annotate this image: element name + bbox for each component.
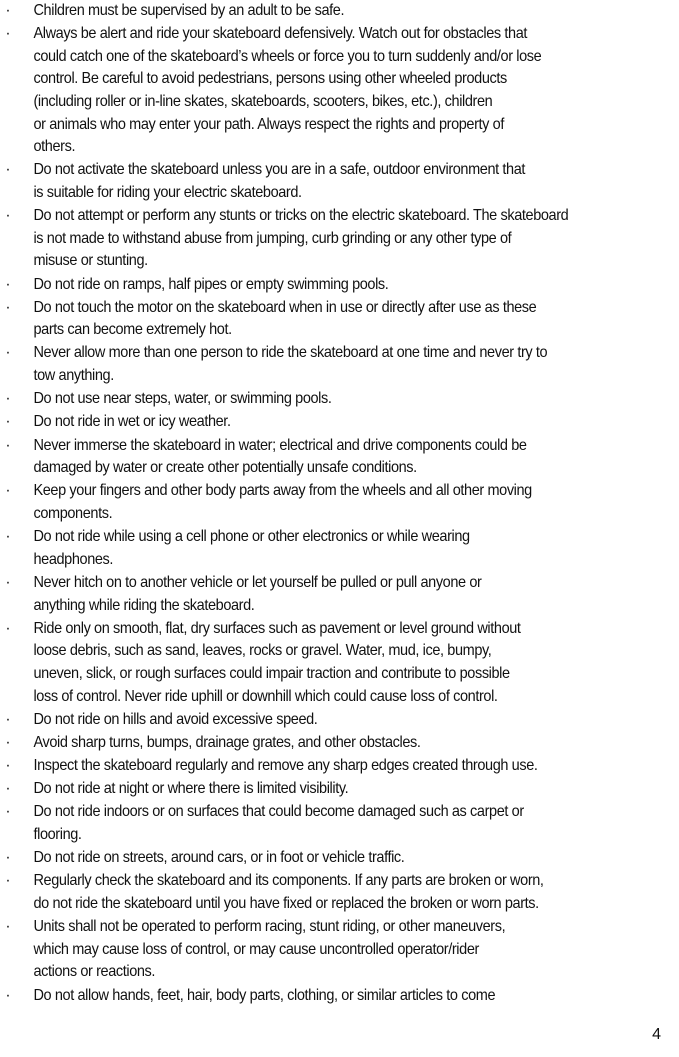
list-item-text: Always be alert and ride your skateboard defensively. Watch out for obstacles that could catch one of the skateboard’s wheels or force you to turn suddenly and/or lose control. Be careful to avoid pedestrians, persons using other wheeled products (including roller or in-line skates, skateboards, scooters, bikes, etc.), children or animals who may enter your path. Always respect the rights and property of others. [33, 25, 542, 156]
bullet-icon: · [5, 757, 11, 775]
list-item-text: Do not attempt or perform any stunts or tricks on the electric skateboard. The skateboard is not made to withstand abuse from jumping, curb grinding or any other type of misuse or stunting. [33, 207, 569, 270]
list-item [0, 709, 678, 732]
list-item-text: Children must be supervised by an adult to be safe. [33, 2, 345, 19]
bullet-icon: · [5, 298, 11, 316]
bullet-icon: · [5, 2, 11, 19]
list-item-text: Units shall not be operated to perform racing, stunt riding, or other maneuvers, which may cause loss of control, or may cause uncontrolled operator/rider actions or reactions. [33, 918, 506, 981]
bullet-icon: · [5, 573, 11, 591]
list-item [0, 870, 678, 915]
list-item [0, 159, 678, 204]
list-item [0, 23, 678, 159]
bullet-icon: · [5, 619, 11, 637]
list-item-text: Do not ride at night or where there is limited visibility. [33, 780, 349, 798]
list-item-text: Do not ride while using a cell phone or other electronics or while wearing headphones. [33, 528, 470, 568]
list-item [0, 411, 678, 434]
list-item-text: Avoid sharp turns, bumps, drainage grates, and other obstacles. [33, 733, 421, 751]
list-item-text: Do not touch the motor on the skateboard when in use or directly after use as these parts can become extremely hot. [33, 298, 537, 339]
list-item-text: Inspect the skateboard regularly and remove any sharp edges created through use. [33, 757, 538, 775]
list-item [0, 916, 678, 984]
bullet-icon: · [5, 207, 11, 225]
list-item [0, 847, 678, 870]
list-item [0, 435, 678, 480]
list-item-text: Never hitch on to another vehicle or let yourself be pulled or pull anyone or anything while riding the skateboard. [33, 573, 482, 614]
bullet-icon: · [5, 710, 11, 728]
list-item-text: Do not allow hands, feet, hair, body parts, clothing, or similar articles to come [33, 986, 496, 1004]
list-item-text: Do not use near steps, water, or swimming pools. [33, 390, 332, 408]
list-item-text: Keep your fingers and other body parts away from the wheels and all other moving components. [33, 482, 532, 522]
bullet-icon: · [5, 803, 11, 821]
bullet-icon: · [5, 161, 11, 179]
bullet-icon: · [5, 918, 11, 936]
list-item-text: Do not activate the skateboard unless you are in a safe, outdoor environment that is suitable for riding your electric skateboard. [33, 161, 526, 201]
bullet-icon: · [5, 25, 11, 43]
list-item [0, 778, 678, 801]
list-item [0, 205, 678, 273]
list-item-text: Do not ride indoors or on surfaces that could become damaged such as carpet or flooring. [33, 803, 524, 844]
list-item-text: Do not ride in wet or icy weather. [33, 413, 231, 431]
list-item-text: Do not ride on ramps, half pipes or empty swimming pools. [33, 275, 389, 293]
bullet-icon: · [5, 436, 11, 454]
bullet-icon: · [5, 482, 11, 500]
list-item [0, 526, 678, 571]
list-item-text: Never allow more than one person to ride the skateboard at one time and never try to tow anything. [33, 344, 548, 385]
list-item-text: Do not ride on hills and avoid excessive speed. [33, 710, 318, 728]
bullet-icon: · [5, 528, 11, 546]
bullet-icon: · [5, 733, 11, 751]
bullet-icon: · [5, 872, 11, 890]
bullet-icon: · [5, 390, 11, 408]
list-item-text: Never immerse the skateboard in water; electrical and drive components could be damaged by water or create other potentially unsafe conditions. [33, 436, 527, 477]
list-item [0, 480, 678, 525]
list-item [0, 801, 678, 846]
list-item-text: Do not ride on streets, around cars, or in foot or vehicle traffic. [33, 849, 405, 867]
list-item [0, 755, 678, 778]
list-item [0, 342, 678, 387]
list-item [0, 388, 678, 411]
bullet-icon: · [5, 849, 11, 867]
list-item-text: Regularly check the skateboard and its components. If any parts are broken or worn, do not ride the skateboard until you have fixed or replaced the broken or worn parts. [33, 872, 544, 913]
list-item [0, 985, 678, 1008]
page-number: 4 [652, 1026, 661, 1043]
list-item [0, 732, 678, 755]
list-item [0, 572, 678, 617]
bullet-icon: · [5, 986, 11, 1004]
list-item-text: Ride only on smooth, flat, dry surfaces such as pavement or level ground without loose debris, such as sand, leaves, rocks or gravel. Water, mud, ice, bumpy, uneven, slick, or rough surfaces could impair traction and contribute to possible loss of control. Never ride uphill or downhill which could cause loss of control. [33, 619, 521, 705]
bullet-icon: · [5, 413, 11, 431]
list-item [0, 274, 678, 297]
bullet-icon: · [5, 780, 11, 798]
list-item [0, 297, 678, 342]
bullet-icon: · [5, 275, 11, 293]
list-item [0, 0, 678, 23]
bullet-icon: · [5, 344, 11, 362]
list-item [0, 618, 678, 708]
